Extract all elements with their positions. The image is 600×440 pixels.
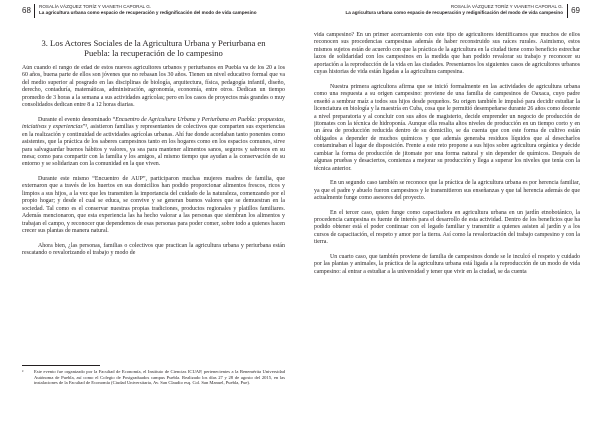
section-title-line-2: Puebla: la recuperación de lo campesino [84, 48, 223, 58]
paragraph: vida campesino? En un primer acercamiento con este tipo de agricultores identificamos que muchos de ellos reconocen sus procedencias campesinas además de haber reconstruido sus raíces rurales. Asimismo, estos mismos sujetos están de acuerdo con que la práctica de la agricultura en la ciudad tiene como beneficio estrechar lazos de solidaridad con los campesinos en la medida que han podido revalorar su trabajo y reconocer su aportación a la reproducción de la vida en las ciudades. Presentamos los siguientes casos de agricultores urbanos cuyas historias de vida están ligadas a la agricultura campesina. [314, 32, 580, 76]
page-number: 68 [22, 6, 31, 15]
left-body-text [22, 65, 285, 361]
paragraph: Un cuarto caso, que también proviene de familia de campesinos donde se le inculcó el respeto y cuidado por las plantas y animales, la práctica de la agricultura urbana está ligada a la reproducción de un modo de vida campesino: al entrar a estudiar a la universidad y tener que vivir en la ciudad, se da cuenta [314, 253, 580, 275]
right-page-header [314, 0, 580, 32]
header-divider [34, 4, 35, 18]
paragraph: Durante este mismo “Encuentro de AUP”, participaron muchas mujeres madres de familia, que externaron que a través de los huertos en sus domicilios han podido proporcionar alimentos frescos, ricos y limpios a sus hijos, a la vez que les transmiten la importancia del cuidado de la naturaleza, comenzando por el propio hogar; y desde el cual se educa, se convive y se generan buenos valores que se demuestran en la sociedad. Tal como es el conservar nuestras propias tradiciones, productos regionales y platillos familiares. Además mencionaron, que esta experiencia las ha hecho valorar a las personas que siembran los alimentos y trabajan el campo, y reconocer que dependemos de esas personas para poder comer, sobre todo a quienes hacen crecer sus plantas de manera natural. [22, 175, 285, 235]
header-authors: ROSALÍA VÁZQUEZ TORÍZ Y VIANETH CAPORAL G. [450, 4, 563, 9]
page-number: 69 [571, 6, 580, 15]
running-header [39, 4, 294, 16]
section-title [22, 38, 285, 58]
paragraph-text: Durante el evento denominado “ [38, 116, 116, 123]
paragraph: En el tercer caso, quien funge como capacitadora en agricultura urbana en un jardín etnobotánico, la procedencia campesina es fuente de interés para el desarrollo de esta actividad. Dentro de los beneficios que ha podido obtener está el poder continuar con el legado familiar y transmitir a quienes asisten al jardín y a los cursos de capacitación, el respeto y amor por la tierra. Así como la revalorización del trabajo campesino y con la tierra. [314, 209, 580, 246]
footnote [22, 369, 285, 386]
footnote-text: Este evento fue organizado por la Facultad de Economía, el Instituto de Ciencias ICUAP, pertenecientes a la Benemérita Universidad Autónoma de Puebla, así como el Colegio de Postgraduados campus Puebla. Realizado los días 27 y 28 de agosto del 2015, en las instalaciones de la Facultad de Economía (Ciudad Universitaria, Av. San Claudio esq. Col. San Manuel, Puebla, Pue). [34, 369, 285, 385]
paragraph: Aún cuando el rango de edad de estos nuevos agricultores urbanos y periurbanos en Puebla va de los 20 a los 60 años, buena parte de ellos son jóvenes que no rebasan los 30 años. Tienen un nivel educativo formal que va del medio superior al posgrado en las disciplinas de biología, arquitectura, física, pedagogía infantil, diseño, derecho, contaduría, matemáticas, administración, agronomía, economía, entre otros. Dedican un tiempo promedio de 3 horas a la semana a sus actividades agrícolas; pero en los casos de proyectos más grandes o muy consolidados dedican entre 8 a 12 horas diarias. [22, 65, 285, 109]
running-header [308, 4, 563, 16]
event-title-emphasis: Encuentro de Agricultura Urbana y Periurbana en Puebla: propuestas, iniciativas y experiencias [22, 116, 285, 131]
footnote-mark: ³ [22, 369, 24, 374]
paragraph: En un segundo caso también se reconoce que la práctica de la agricultura urbana es por herencia familiar, ya que el padre y abuelo fueron campesinos y le transmitieron sus enseñanzas y que tal herencia además de que actualmente funge como asesores del proyecto. [314, 180, 580, 202]
paragraph-text: ”³, asistieron familias y representantes de colectivos que comparten sus experiencias en la realización y continuidad de actividades agrícolas urbanas. Ahí fue donde acordaban tanto ponentes como asistentes, que la práctica de los saberes campesinos tanto en los hogares como en los espacios comunes, sirve para salvaguardar buenos hábitos y valores, ya sea para mantener alimentos sanos, seguros y sabrosos en su mesa; como para compartir con la familia y los amigos, al mismo tiempo que ayudan a la conservación de su entorno y se solidarizan con la comunidad en la que viven. [22, 124, 285, 168]
right-page [300, 0, 600, 440]
footnote-rule [22, 365, 100, 366]
paragraph [22, 117, 285, 169]
header-divider [567, 4, 568, 18]
paragraph: Nuestra primera agricultora afirma que se inició formalmente en las actividades de agricultura urbana como una respuesta a su origen campesino: proviene de una familia de campesinos de Oaxaca, cuyo padre enseñó a sembrar maíz a todos sus hijos desde pequeños. Su origen también le impulsó para decidir estudiar la licenciatura en biología y la maestría en Cuba, cosa que le permitió desempeñarse durante 26 años como docente a nivel preparatoria y al concluir con sus años de magisterio, decide emprender un negocio de producción de jitomates con la técnica de hidroponía. Aunque ella resalta altos niveles de producción en un tiempo corto y en un área de producción reducida dentro de su domicilio, se da cuenta que con este forma de cultivo están obligados a depender de muchos químicos y que además generaba residuos líquidos que al desecharlos contaminaban el lugar de disposición. Frente a este reto propone a sus hijos sobre agricultura orgánica y decide cambiar la forma de producción de jitomate por una forma natural y sin depender de químicos. Después de algunas pruebas y desaciertos, comienza a mejorar su producción y llega a superar los niveles que tenía con la técnica anterior. [314, 83, 580, 172]
section-title-line-1: 3. Los Actores Sociales de la Agricultura Urbana y Periurbana en [41, 38, 266, 48]
header-authors: ROSALÍA VÁZQUEZ TORÍZ Y VIANETH CAPORAL G. [39, 4, 152, 9]
paragraph: Ahora bien, ¿las personas, familias o colectivos que practican la agricultura urbana y periurbana están rescatando o revalorizando el trabajo y modo de [22, 242, 285, 256]
left-page-header [22, 0, 285, 32]
right-body-text [314, 32, 580, 430]
header-subtitle: La agricultura urbana como espacio de recuperación y redignificación del modo de vida campesino [345, 10, 563, 15]
header-subtitle: La agricultura urbana como espacio de recuperación y redignificación del modo de vida campesino [39, 10, 257, 15]
